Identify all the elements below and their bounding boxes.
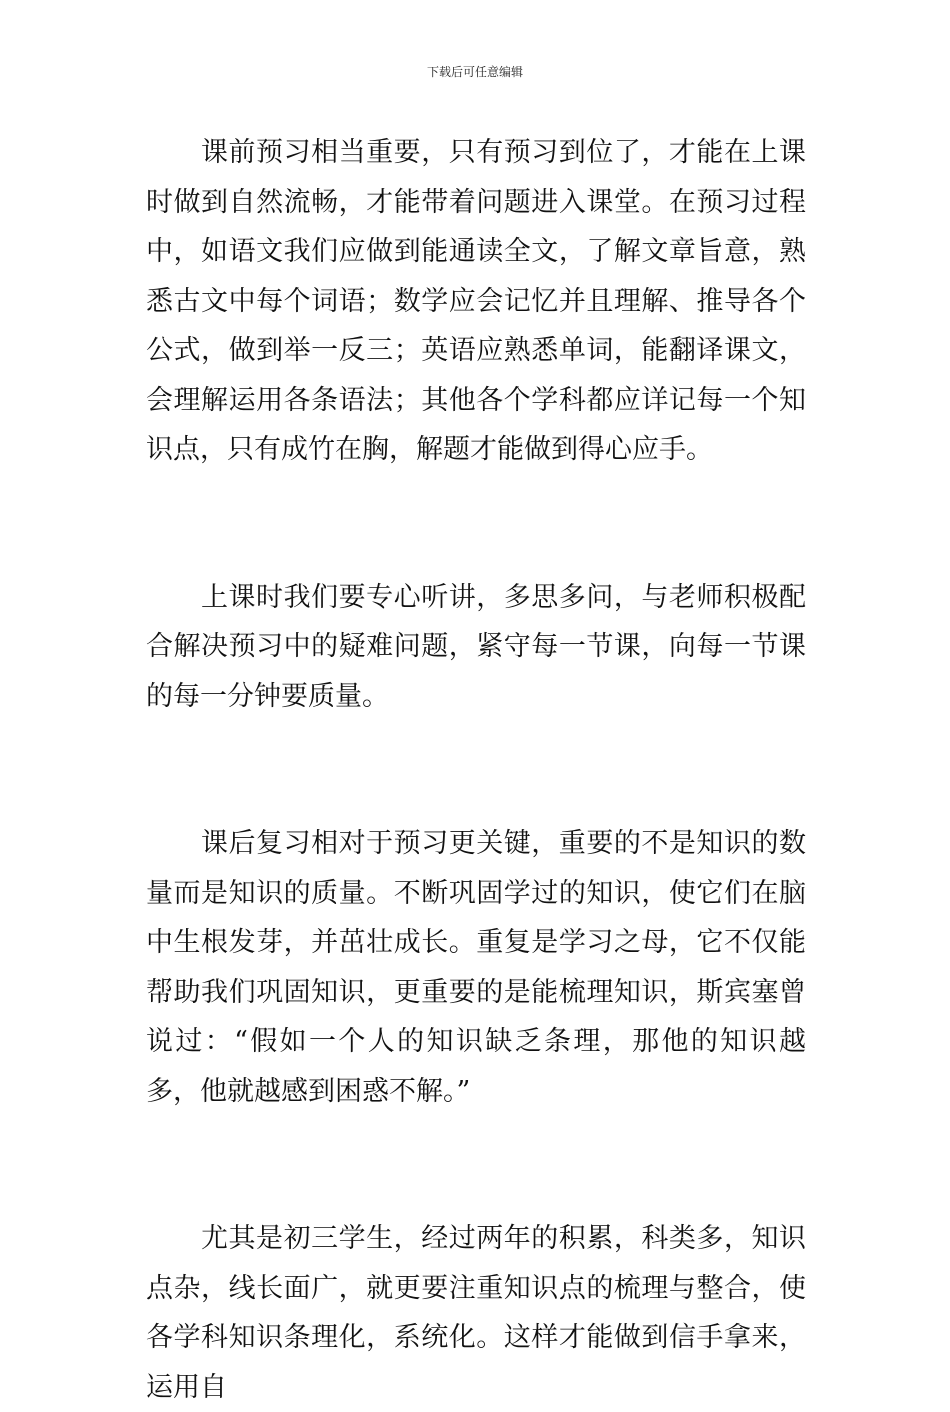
paragraph-review: 课后复习相对于预习更关键，重要的不是知识的数量而是知识的质量。不断巩固学过的知识，使它们在脑中生根发芽，并茁壮成长。重复是学习之母，它不仅能帮助我们巩固知识，更重要的是能梳理知识，斯宾塞曾说过：“假如一个人的知识缺乏条理，那他的知识越多，他就越感到困惑不解。”	[146, 828, 806, 1107]
paragraph-grade-nine: 尤其是初三学生，经过两年的积累，科类多，知识点杂，线长面广，就更要注重知识点的梳理与整合，使各学科知识条理化，系统化。这样才能做到信手拿来，运用自	[146, 1223, 806, 1403]
paragraph-in-class: 上课时我们要专心听讲，多思多问，与老师积极配合解决预习中的疑难问题，紧守每一节课，向每一节课的每一分钟要质量。	[146, 581, 806, 712]
paragraph-preview-study: 课前预习相当重要，只有预习到位了，才能在上课时做到自然流畅，才能带着问题进入课堂。在预习过程中，如语文我们应做到能通读全文，了解文章旨意，熟悉古文中每个词语；数学应会记忆并且理解、推导各个公式，做到举一反三；英语应熟悉单词，能翻译课文，会理解运用各条语法；其他各个学科都应详记每一个知识点，只有成竹在胸，解题才能做到得心应手。	[146, 137, 806, 465]
page-header: 下载后可任意编辑	[426, 65, 523, 79]
document-body	[146, 128, 806, 1412]
